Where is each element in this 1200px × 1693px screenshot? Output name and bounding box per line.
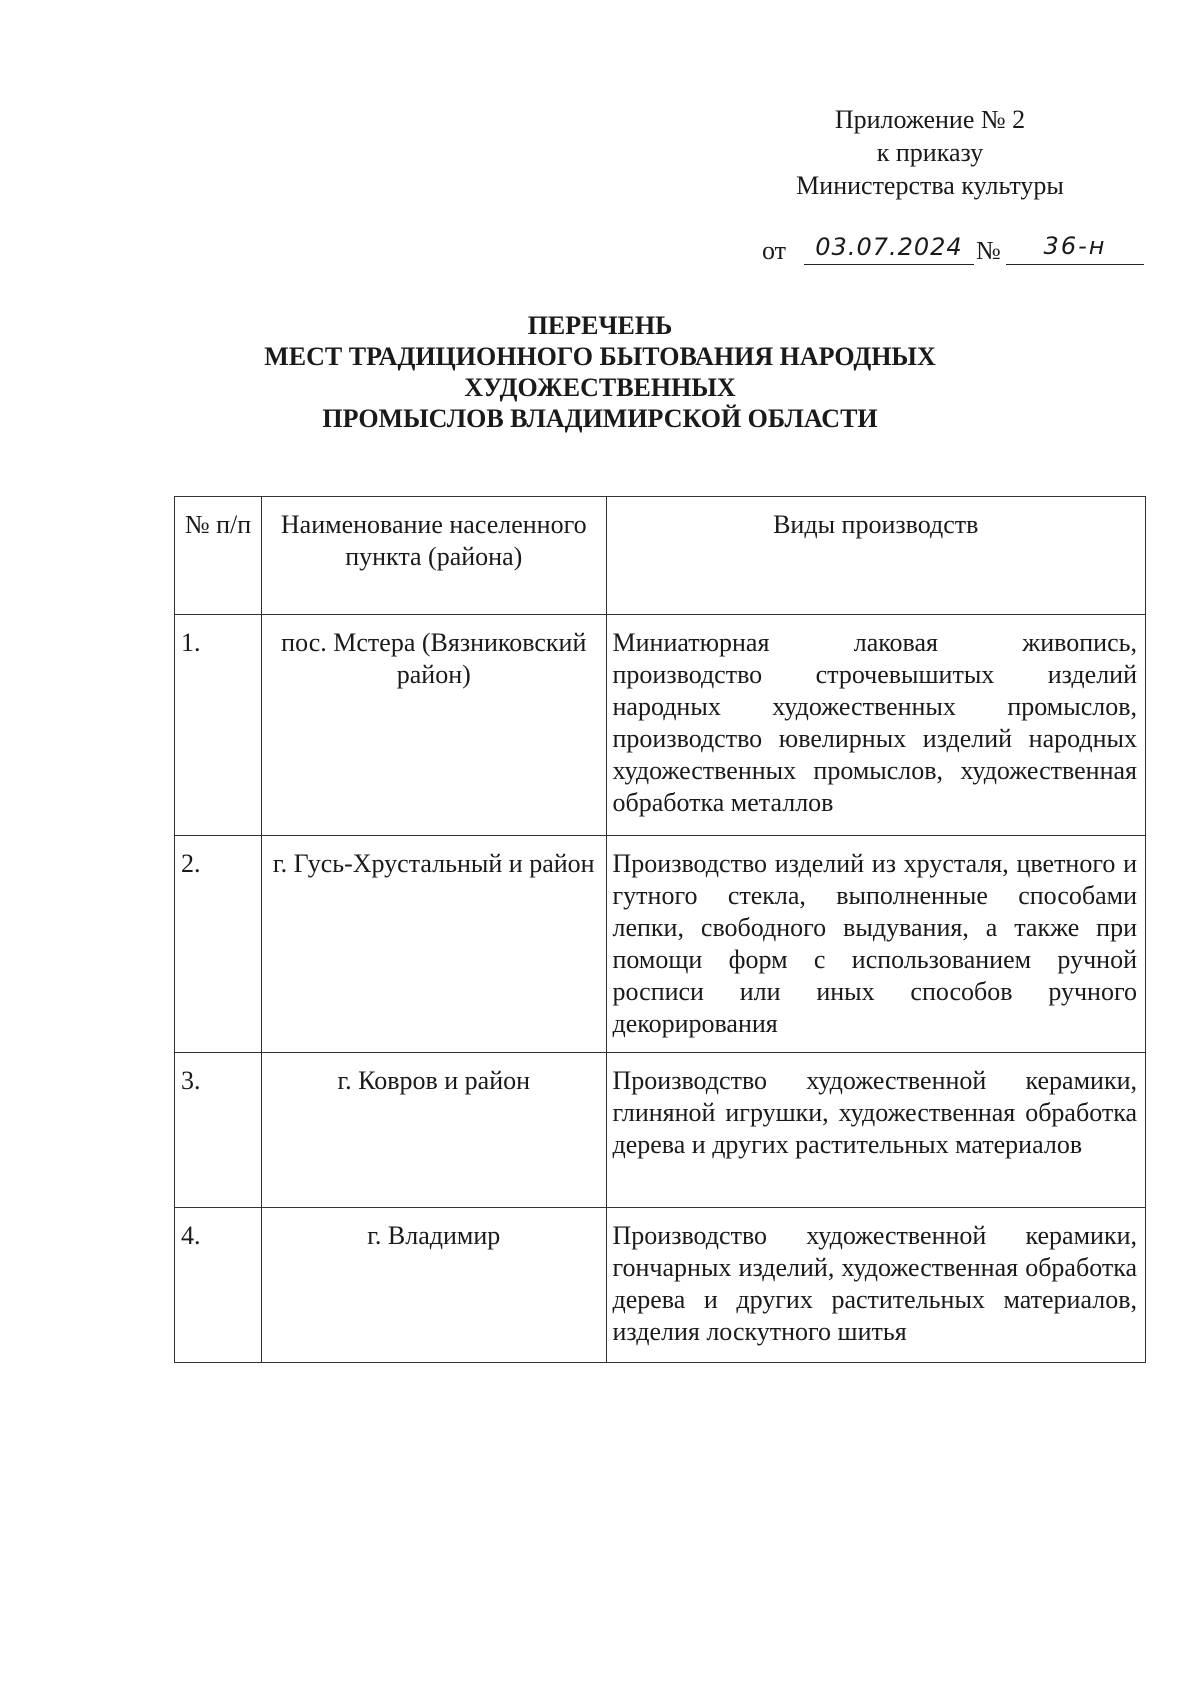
handwritten-order-number: 36-н [1006, 230, 1144, 265]
appendix-ministry: Министерства культуры [796, 171, 1064, 200]
row-number: 4. [175, 1208, 262, 1363]
row-place: г. Владимир [262, 1208, 606, 1363]
document-title [0, 310, 1200, 434]
row-place: г. Гусь-Хрустальный и район [262, 836, 606, 1053]
title-line-3: ХУДОЖЕСТВЕННЫХ [464, 373, 736, 402]
appendix-block [760, 103, 1100, 202]
row-place: пос. Мстера (Вязниковский район) [262, 615, 606, 836]
handwritten-order-date: 03.07.2024 [804, 230, 974, 265]
header-kinds: Виды производств [606, 497, 1146, 615]
title-line-2: МЕСТ ТРАДИЦИОННОГО БЫТОВАНИЯ НАРОДНЫХ [264, 342, 936, 371]
row-kinds: Производство художественной керамики, гончарных изделий, художественная обработка дерева и других растительных материалов, изделия лоскутного шитья [606, 1208, 1146, 1363]
header-number: № п/п [175, 497, 262, 615]
crafts-places-table [174, 496, 1146, 1363]
row-kinds: Миниатюрная лаковая живопись, производство строчевышитых изделий народных художественных промыслов, производство ювелирных изделий народных художественных промыслов, художественная обработка металлов [606, 615, 1146, 836]
row-kinds: Производство художественной керамики, глиняной игрушки, художественная обработка дерева и других растительных материалов [606, 1053, 1146, 1208]
row-kinds: Производство изделий из хрусталя, цветного и гутного стекла, выполненные способами лепки, свободного выдувания, а также при помощи форм с использованием ручной росписи или иных способов ручного декорирования [606, 836, 1146, 1053]
row-number: 3. [175, 1053, 262, 1208]
order-date-prefix: от [762, 236, 787, 265]
row-number: 2. [175, 836, 262, 1053]
table-row [175, 836, 1146, 1053]
table-row [175, 1053, 1146, 1208]
appendix-number: Приложение № 2 [834, 105, 1026, 134]
title-line-4: ПРОМЫСЛОВ ВЛАДИМИРСКОЙ ОБЛАСТИ [322, 404, 878, 433]
row-number: 1. [175, 615, 262, 836]
row-place: г. Ковров и район [262, 1053, 606, 1208]
table-header-row [175, 497, 1146, 615]
table-row [175, 615, 1146, 836]
table-row [175, 1208, 1146, 1363]
appendix-order-ref: к приказу [876, 138, 984, 167]
title-line-1: ПЕРЕЧЕНЬ [527, 311, 673, 340]
order-number-sign: № [976, 236, 1001, 265]
header-place: Наименование населенного пункта (района) [262, 497, 606, 615]
